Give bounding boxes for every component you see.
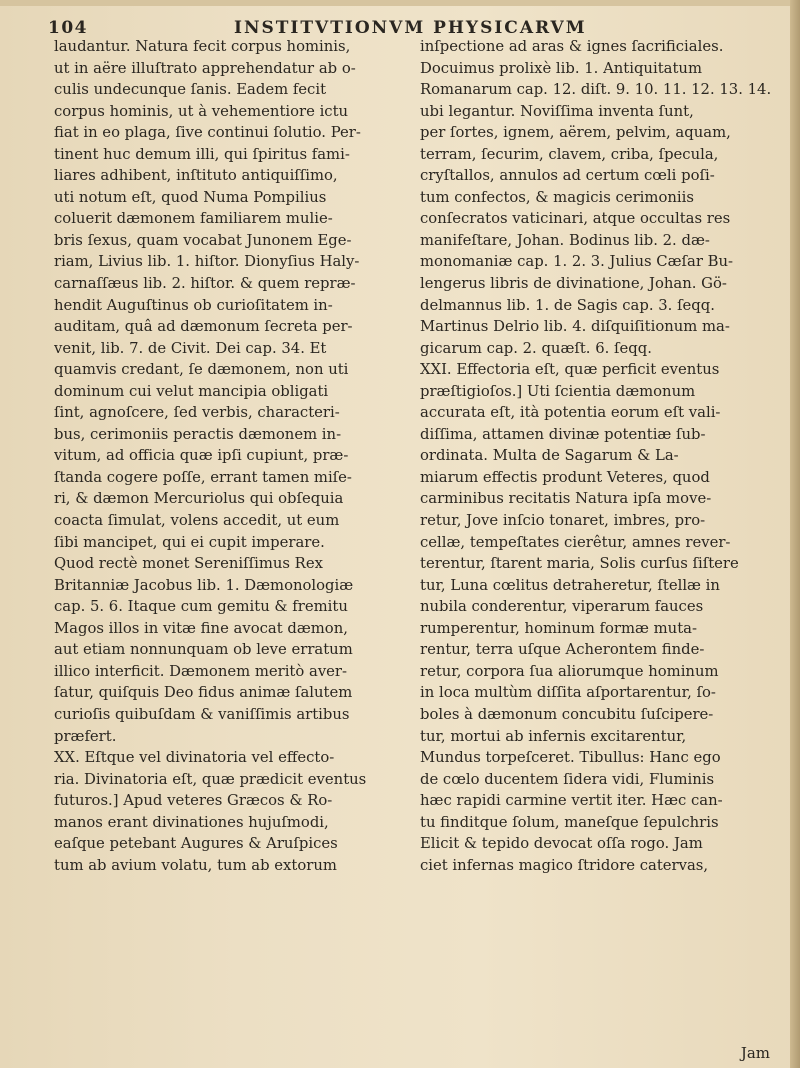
text-line: coluerit dæmonem familiarem mulie- — [54, 210, 333, 228]
text-line: ſtanda cogere poſſe, errant tamen miſe- — [54, 468, 352, 486]
text-line: bris ſexus, quam vocabat Junonem Ege- — [54, 231, 352, 249]
text-line: de cœlo ducentem ſidera vidi, Fluminis — [420, 770, 715, 788]
text-line: tur, mortui ab infernis excitarentur, — [420, 727, 687, 745]
page-number: 104 — [48, 18, 88, 38]
text-line: ſatur, quiſquis Deo fidus animæ ſalutem — [54, 684, 353, 702]
text-line: Elicit & tepido devocat oſſa rogo. Jam — [420, 835, 703, 853]
text-line: ri, & dæmon Mercuriolus qui obſequia — [54, 490, 344, 508]
text-line: præſtigioſos.] Uti ſcientia dæmonum — [420, 382, 696, 400]
text-line: carminibus recitatis Natura ipſa move- — [420, 490, 712, 508]
text-line: illico interficit. Dæmonem meritò aver- — [54, 662, 348, 680]
text-line: culis undecunque ſanis. Eadem fecit — [54, 81, 327, 99]
page-top-edge — [0, 0, 800, 6]
text-line: ubi legantur. Noviſſima inventa ſunt, — [420, 102, 694, 120]
text-line: terentur, ſtarent maria, Solis curſus ſiſtere — [420, 555, 739, 573]
text-line: quamvis credant, ſe dæmonem, non uti — [54, 361, 349, 379]
text-line: aut etiam nonnunquam ob leve erratum — [54, 641, 353, 659]
text-line: hendit Auguſtinus ob curioſitatem in- — [54, 296, 333, 314]
running-title: INSTITVTIONVM PHYSICARVM — [234, 18, 587, 38]
text-line: rentur, terra uſque Acherontem finde- — [420, 641, 705, 659]
text-line: præfert. — [54, 727, 117, 745]
text-line: venit, lib. 7. de Civit. Dei cap. 34. Et — [54, 339, 327, 357]
text-line: ciet infernas magico ſtridore catervas, — [420, 856, 709, 874]
text-line: dominum cui velut mancipia obligati — [54, 382, 329, 400]
text-line: ſint, agnoſcere, ſed verbis, characteri- — [54, 404, 340, 422]
text-line: Quod rectè monet Sereniſſimus Rex — [54, 555, 323, 573]
text-line: liares adhibent, inſtituto antiquiſſimo, — [54, 167, 338, 185]
text-line: inſpectione ad aras & ignes ſacrificiales. — [420, 38, 724, 55]
text-line: retur, corpora ſua aliorumque hominum — [420, 662, 719, 680]
text-line: retur, Jove inſcio tonaret, imbres, pro- — [420, 512, 706, 530]
text-line: Docuimus prolixè lib. 1. Antiquitatum — [420, 59, 702, 77]
text-line: Romanarum cap. 12. diſt. 9. 10. 11. 12. 13. 14. — [420, 81, 772, 99]
text-line: laudantur. Natura fecit corpus hominis, — [54, 38, 351, 55]
text-line: ſibi mancipet, qui ei cupit imperare. — [54, 533, 325, 551]
text-line: Magos illos in vitæ fine avocat dæmon, — [54, 619, 348, 637]
text-line: nubila conderentur, viperarum fauces — [420, 598, 704, 616]
text-line: tu finditque ſolum, maneſque ſepulchris — [420, 813, 719, 831]
text-line: hæc rapidi carmine vertit iter. Hæc can- — [420, 792, 723, 810]
text-line: corpus hominis, ut à vehementiore ictu — [54, 102, 349, 120]
text-line: bus, cerimoniis peractis dæmonem in- — [54, 425, 342, 443]
text-line: ordinata. Multa de Sagarum & La- — [420, 447, 679, 465]
text-line: gicarum cap. 2. quæſt. 6. ſeqq. — [420, 339, 652, 357]
text-line: eaſque petebant Augures & Aruſpices — [54, 835, 338, 853]
left-text-column — [54, 36, 378, 876]
text-line: terram, ſecurim, clavem, criba, ſpecula, — [420, 145, 719, 163]
text-line: auditam, quâ ad dæmonum ſecreta per- — [54, 318, 353, 336]
text-line: cap. 5. 6. Itaque cum gemitu & fremitu — [54, 598, 348, 616]
text-line: curioſis quibuſdam & vaniſſimis artibus — [54, 705, 350, 723]
text-line: miarum effectis produnt Veteres, quod — [420, 468, 710, 486]
text-line: rumperentur, hominum formæ muta- — [420, 619, 697, 637]
text-line: carnaſſæus lib. 2. hiſtor. & quem repræ- — [54, 275, 356, 293]
text-line: ut in aëre illuſtrato apprehendatur ab o- — [54, 59, 356, 77]
page-right-edge — [790, 0, 800, 1068]
text-line: Britanniæ Jacobus lib. 1. Dæmonologiæ — [54, 576, 354, 594]
text-line: accurata eſt, ità potentia eorum eſt vali- — [420, 404, 721, 422]
text-line: coacta ſimulat, volens accedit, ut eum — [54, 512, 340, 530]
text-line: cryſtallos, annulos ad certum cœli poſi- — [420, 167, 715, 185]
text-line: uti notum eſt, quod Numa Pompilius — [54, 188, 327, 206]
text-line: Martinus Delrio lib. 4. diſquiſitionum ma- — [420, 318, 730, 336]
text-line: XXI. Effectoria eſt, quæ perficit eventus — [420, 361, 720, 379]
text-line: tur, Luna cœlitus detraheretur, ſtellæ in — [420, 576, 720, 594]
text-line: manos erant divinationes hujuſmodi, — [54, 813, 329, 831]
text-line: futuros.] Apud veteres Græcos & Ro- — [54, 792, 333, 810]
text-line: delmannus lib. 1. de Sagis cap. 3. ſeqq. — [420, 296, 715, 314]
text-line: ria. Divinatoria eſt, quæ prædicit eventus — [54, 770, 367, 788]
text-line: cellæ, tempeſtates cierêtur, amnes rever- — [420, 533, 731, 551]
text-line: fiat in eo plaga, ſive continui ſolutio. Per- — [54, 124, 361, 142]
text-line: tum confectos, & magicis cerimoniis — [420, 188, 694, 206]
text-line: monomaniæ cap. 1. 2. 3. Julius Cæſar Bu- — [420, 253, 734, 271]
text-line: conſecratos vaticinari, atque occultas res — [420, 210, 731, 228]
text-line: XX. Eſtque vel divinatoria vel effecto- — [54, 749, 335, 767]
text-line: diſſima, attamen divinæ potentiæ ſub- — [420, 425, 706, 443]
catchword: Jam — [740, 1044, 770, 1062]
text-line: manifeſtare, Johan. Bodinus lib. 2. dæ- — [420, 231, 710, 249]
right-text-column — [420, 36, 774, 876]
text-line: Mundus torpeſceret. Tibullus: Hanc ego — [420, 749, 721, 767]
text-line: lengerus libris de divinatione, Johan. Gö- — [420, 275, 727, 293]
text-line: riam, Livius lib. 1. hiſtor. Dionyſius Haly- — [54, 253, 360, 271]
text-line: vitum, ad officia quæ ipſi cupiunt, præ- — [54, 447, 349, 465]
text-line: in loca multùm diſſita aſportarentur, ſo- — [420, 684, 716, 702]
text-line: tum ab avium volatu, tum ab extorum — [54, 856, 337, 874]
text-line: tinent huc demum illi, qui ſpiritus fami- — [54, 145, 350, 163]
text-line: boles à dæmonum concubitu ſuſcipere- — [420, 705, 714, 723]
text-line: per ſortes, ignem, aërem, pelvim, aquam, — [420, 124, 731, 142]
